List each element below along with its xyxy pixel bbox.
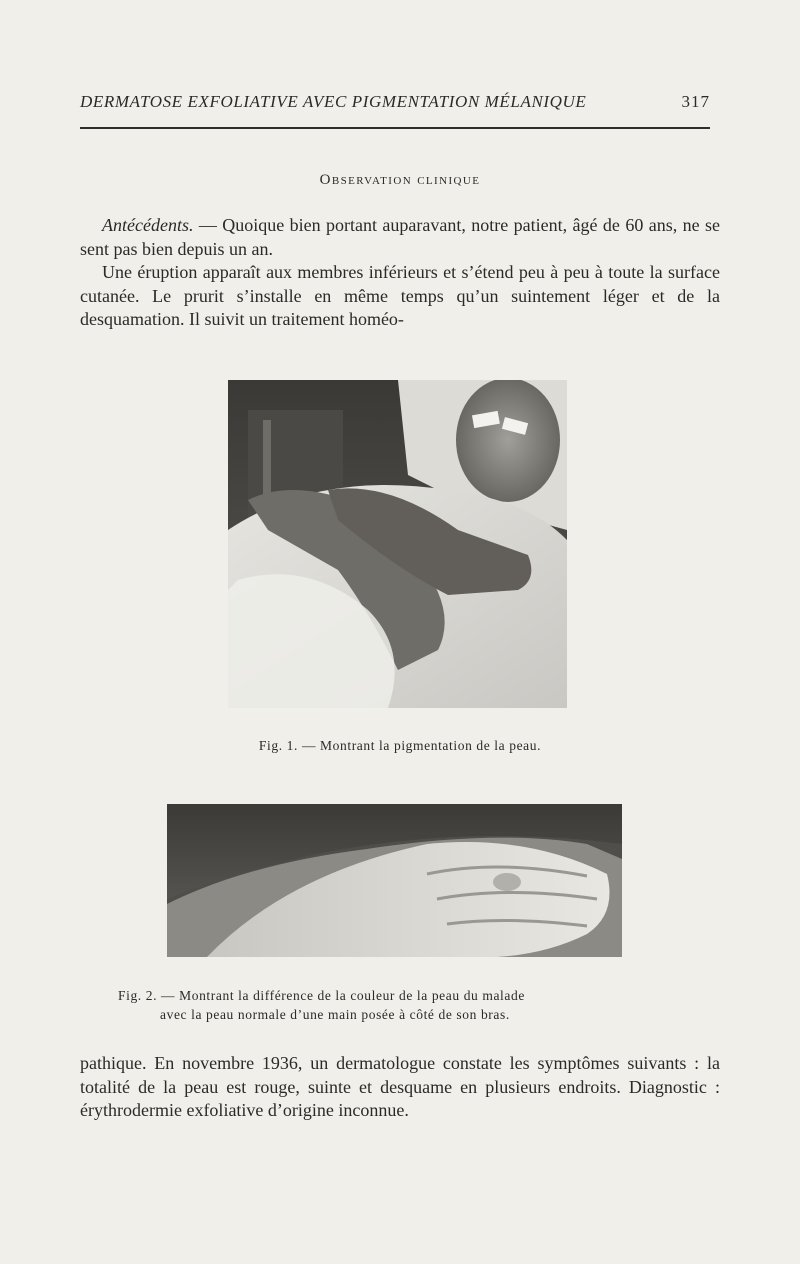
figure-1-image [228,380,567,708]
figure-1-caption: Fig. 1. — Montrant la pigmentation de la peau. [258,738,542,753]
page-number: 317 [681,92,710,111]
figure-2-caption-line-1: Fig. 2. — Montrant la différence de la couleur de la peau du malade [118,988,525,1003]
figure-2-photo [167,804,622,957]
figure-2-image [167,804,622,957]
paragraph-eruption: Une éruption apparaît aux membres inférieurs et s’étend peu à peu à toute la surface cutanée. Le prurit s’installe en même temps qu’un suintement léger et de la desquamation. Il suivit un traitement homéo- [80,262,720,330]
figure-2-caption [118,986,678,1024]
running-header [80,92,710,112]
section-title: Observation clinique [319,172,481,188]
header-rule [80,127,710,129]
paragraph-diagnosis: pathique. En novembre 1936, un dermatologue constate les symptômes suivants : la totalité de la peau est rouge, suinte et desquame en plusieurs endroits. Diagnostic : érythrodermie exfoliative d’origine inconnue. [80,1053,720,1121]
figure-2-caption-line-2: avec la peau normale d’une main posée à côté de son bras. [160,1007,510,1022]
running-title: DERMATOSE EXFOLIATIVE AVEC PIGMENTATION MÉLANIQUE [80,92,587,111]
figure-1-photo [228,380,567,708]
paragraph-antecedents [80,214,720,261]
paragraph-text: — Quoique bien portant auparavant, notre patient, âgé de 60 ans, ne se sent pas bien depuis un an. [80,215,720,259]
paragraph-lead: Antécédents. [102,215,194,235]
